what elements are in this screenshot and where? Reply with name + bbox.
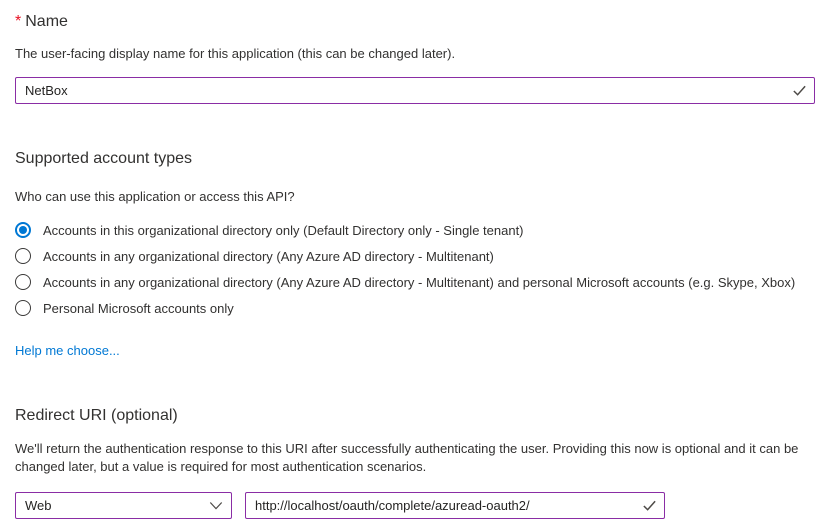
radio-button-icon [15,300,31,316]
radio-option-multitenant[interactable] [15,243,815,269]
chevron-down-icon [209,500,223,512]
name-description: The user-facing display name for this application (this can be changed later). [15,46,456,61]
redirect-uri-input-wrap [245,492,665,519]
radio-label: Accounts in this organizational directory only (Default Directory only - Single tenant) [43,222,524,238]
radio-button-icon [15,248,31,264]
radio-option-personal-only[interactable] [15,295,815,321]
radio-option-multitenant-personal[interactable] [15,269,815,295]
radio-button-icon [15,274,31,290]
name-section-title [15,12,815,32]
redirect-uri-description: We'll return the authentication response to this URI after successfully authenticating the user. Providing this now is optional and it can be changed later, but a value is required for most authentication scenarios. [15,441,799,474]
radio-button-selected-icon [15,222,31,238]
platform-selected-value: Web [25,498,52,513]
account-types-title: Supported account types [15,150,193,167]
account-types-radio-group [15,217,815,321]
required-asterisk: * [15,13,22,30]
radio-label: Accounts in any organizational directory (Any Azure AD directory - Multitenant) and personal Microsoft accounts (e.g. Skype, Xbox) [43,274,796,290]
platform-select[interactable] [15,492,232,519]
help-me-choose-link[interactable]: Help me choose... [15,343,120,358]
radio-label: Accounts in any organizational directory (Any Azure AD directory - Multitenant) [43,248,494,264]
redirect-uri-title: Redirect URI (optional) [15,407,178,424]
name-title-text: Name [25,13,68,30]
radio-option-single-tenant[interactable] [15,217,815,243]
redirect-uri-row [15,492,815,519]
account-types-question: Who can use this application or access this API? [15,189,295,204]
name-input[interactable] [15,77,815,104]
name-input-wrap [15,77,815,104]
redirect-uri-input[interactable] [245,492,665,519]
radio-label: Personal Microsoft accounts only [43,300,234,316]
